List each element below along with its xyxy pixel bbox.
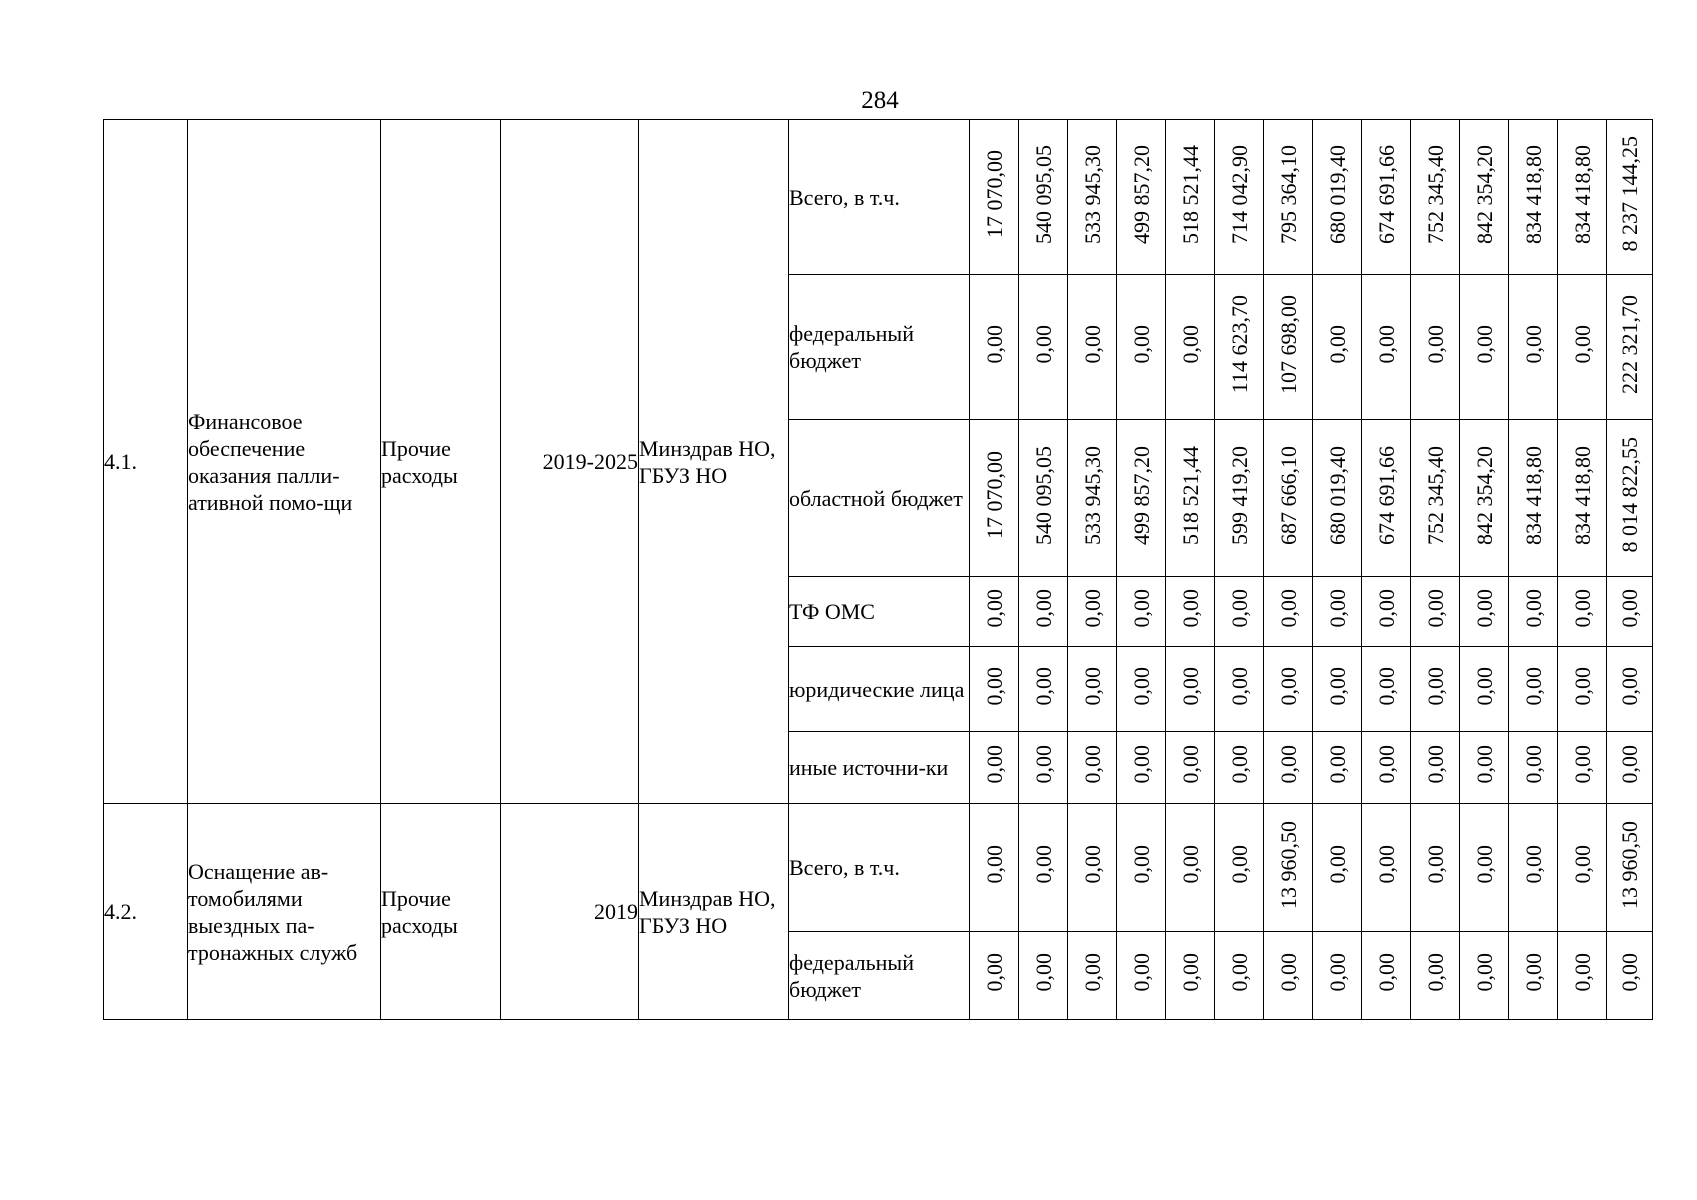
amount-cell bbox=[1362, 932, 1411, 1020]
amount-cell bbox=[1558, 732, 1607, 804]
table-body bbox=[104, 120, 1653, 1020]
amount-cell bbox=[1117, 275, 1166, 420]
amount-cell bbox=[1509, 420, 1558, 577]
amount-value: 0,00 bbox=[1569, 666, 1595, 706]
amount-value: 0,00 bbox=[1471, 953, 1497, 992]
amount-value: 0,00 bbox=[1079, 953, 1105, 992]
amount-value: 752 345,40 bbox=[1422, 445, 1448, 545]
amount-cell bbox=[1068, 732, 1117, 804]
amount-cell bbox=[1166, 120, 1215, 275]
amount-cell bbox=[1509, 732, 1558, 804]
amount-value: 0,00 bbox=[1422, 666, 1448, 706]
amount-value: 0,00 bbox=[1226, 953, 1252, 992]
amount-value: 599 419,20 bbox=[1226, 445, 1252, 545]
amount-value: 0,00 bbox=[1030, 845, 1056, 884]
amount-value: 0,00 bbox=[1471, 324, 1497, 364]
amount-cell bbox=[1215, 577, 1264, 647]
amount-cell bbox=[1313, 577, 1362, 647]
amount-value: 680 019,40 bbox=[1324, 445, 1350, 545]
amount-cell bbox=[1264, 120, 1313, 275]
amount-value: 0,00 bbox=[1324, 745, 1350, 784]
amount-cell bbox=[1411, 932, 1460, 1020]
amount-value: 0,00 bbox=[1373, 845, 1399, 884]
amount-value: 674 691,66 bbox=[1373, 144, 1399, 244]
amount-cell bbox=[1019, 804, 1068, 932]
executor: Минздрав НО, ГБУЗ НО bbox=[639, 804, 789, 1020]
item-name: Оснащение ав-томобилями выездных па-тронажных служб bbox=[188, 804, 381, 1020]
amount-value: 0,00 bbox=[1569, 845, 1595, 884]
amount-cell bbox=[1411, 420, 1460, 577]
amount-cell bbox=[1215, 647, 1264, 732]
amount-cell bbox=[1117, 120, 1166, 275]
amount-value: 0,00 bbox=[1373, 953, 1399, 992]
amount-cell bbox=[1117, 804, 1166, 932]
amount-cell bbox=[1362, 732, 1411, 804]
amount-cell bbox=[1607, 804, 1653, 932]
amount-cell bbox=[1460, 420, 1509, 577]
amount-value: 0,00 bbox=[1128, 953, 1154, 992]
amount-cell bbox=[1607, 932, 1653, 1020]
amount-cell bbox=[1117, 420, 1166, 577]
amount-value: 0,00 bbox=[1079, 589, 1105, 628]
amount-cell bbox=[1215, 420, 1264, 577]
amount-value: 17 070,00 bbox=[981, 150, 1007, 238]
amount-value: 0,00 bbox=[1373, 745, 1399, 784]
amount-cell bbox=[1362, 577, 1411, 647]
amount-cell bbox=[1362, 647, 1411, 732]
amount-value: 540 095,05 bbox=[1030, 144, 1056, 244]
item-name: Финансовое обеспечение оказания палли-ативной помо-щи bbox=[188, 120, 381, 804]
amount-value: 0,00 bbox=[1079, 324, 1105, 364]
amount-cell bbox=[1362, 275, 1411, 420]
amount-value: 0,00 bbox=[1128, 589, 1154, 628]
amount-cell bbox=[1362, 420, 1411, 577]
amount-cell bbox=[1019, 577, 1068, 647]
amount-cell bbox=[1215, 804, 1264, 932]
amount-value: 0,00 bbox=[1275, 745, 1301, 784]
amount-cell bbox=[1607, 647, 1653, 732]
amount-value: 674 691,66 bbox=[1373, 445, 1399, 545]
amount-cell bbox=[970, 647, 1019, 732]
amount-value: 0,00 bbox=[1422, 324, 1448, 364]
amount-cell bbox=[1509, 120, 1558, 275]
amount-value: 0,00 bbox=[1617, 589, 1642, 628]
amount-cell bbox=[970, 577, 1019, 647]
amount-value: 540 095,05 bbox=[1030, 445, 1056, 545]
amount-cell bbox=[1607, 420, 1653, 577]
amount-cell bbox=[1019, 732, 1068, 804]
amount-cell bbox=[1166, 804, 1215, 932]
amount-cell bbox=[1509, 275, 1558, 420]
amount-cell bbox=[1411, 275, 1460, 420]
expense-type: Прочие расходы bbox=[381, 120, 501, 804]
amount-value: 0,00 bbox=[1324, 666, 1350, 706]
amount-value: 0,00 bbox=[1177, 589, 1203, 628]
amount-value: 0,00 bbox=[1177, 745, 1203, 784]
amount-value: 0,00 bbox=[1617, 666, 1642, 706]
amount-cell bbox=[1068, 275, 1117, 420]
amount-value: 0,00 bbox=[1569, 324, 1595, 364]
amount-value: 0,00 bbox=[1373, 666, 1399, 706]
funding-source-label: Всего, в т.ч. bbox=[789, 120, 970, 275]
amount-cell bbox=[1558, 120, 1607, 275]
amount-value: 0,00 bbox=[1128, 845, 1154, 884]
amount-cell bbox=[1313, 732, 1362, 804]
amount-cell bbox=[1558, 420, 1607, 577]
amount-cell bbox=[1068, 577, 1117, 647]
amount-cell bbox=[1411, 732, 1460, 804]
amount-cell bbox=[1509, 932, 1558, 1020]
amount-value: 0,00 bbox=[1030, 589, 1056, 628]
amount-value: 842 354,20 bbox=[1471, 144, 1497, 244]
amount-cell bbox=[1166, 420, 1215, 577]
amount-value: 0,00 bbox=[1520, 953, 1546, 992]
amount-cell bbox=[1558, 577, 1607, 647]
amount-cell bbox=[1215, 932, 1264, 1020]
amount-value: 8 237 144,25 bbox=[1617, 136, 1642, 252]
amount-cell bbox=[1068, 120, 1117, 275]
amount-value: 714 042,90 bbox=[1226, 144, 1252, 244]
amount-value: 834 418,80 bbox=[1520, 445, 1546, 545]
amount-value: 680 019,40 bbox=[1324, 144, 1350, 244]
amount-value: 0,00 bbox=[1520, 666, 1546, 706]
amount-value: 0,00 bbox=[1275, 953, 1301, 992]
amount-value: 0,00 bbox=[1569, 953, 1595, 992]
amount-cell bbox=[1019, 932, 1068, 1020]
amount-value: 0,00 bbox=[1030, 666, 1056, 706]
amount-cell bbox=[1313, 932, 1362, 1020]
amount-cell bbox=[1313, 120, 1362, 275]
amount-value: 842 354,20 bbox=[1471, 445, 1497, 545]
amount-value: 222 321,70 bbox=[1617, 294, 1642, 394]
expense-type: Прочие расходы bbox=[381, 804, 501, 1020]
amount-value: 0,00 bbox=[1569, 745, 1595, 784]
implementation-period: 2019 bbox=[501, 804, 639, 1020]
funding-source-label: областной бюджет bbox=[789, 420, 970, 577]
amount-cell bbox=[1019, 647, 1068, 732]
amount-cell bbox=[1264, 932, 1313, 1020]
funding-source-label: Всего, в т.ч. bbox=[789, 804, 970, 932]
item-number: 4.1. bbox=[104, 120, 188, 804]
funding-source-label: юридические лица bbox=[789, 647, 970, 732]
amount-value: 0,00 bbox=[1324, 589, 1350, 628]
amount-value: 533 945,30 bbox=[1079, 144, 1105, 244]
amount-cell bbox=[1362, 804, 1411, 932]
amount-cell bbox=[1264, 732, 1313, 804]
amount-value: 0,00 bbox=[1422, 953, 1448, 992]
amount-value: 0,00 bbox=[981, 666, 1007, 706]
amount-value: 0,00 bbox=[1471, 745, 1497, 784]
amount-value: 0,00 bbox=[981, 845, 1007, 884]
amount-value: 0,00 bbox=[1324, 953, 1350, 992]
amount-cell bbox=[1509, 804, 1558, 932]
amount-cell bbox=[1460, 804, 1509, 932]
amount-value: 0,00 bbox=[981, 589, 1007, 628]
amount-cell bbox=[1166, 647, 1215, 732]
amount-value: 0,00 bbox=[1373, 589, 1399, 628]
amount-value: 0,00 bbox=[1226, 666, 1252, 706]
amount-cell bbox=[1019, 120, 1068, 275]
amount-cell bbox=[1166, 275, 1215, 420]
amount-value: 0,00 bbox=[981, 745, 1007, 784]
amount-value: 499 857,20 bbox=[1128, 445, 1154, 545]
amount-value: 17 070,00 bbox=[981, 451, 1007, 539]
amount-value: 687 666,10 bbox=[1275, 445, 1301, 545]
financing-table bbox=[103, 119, 1653, 1020]
funding-source-label: федеральный бюджет bbox=[789, 275, 970, 420]
amount-cell bbox=[1068, 932, 1117, 1020]
amount-cell bbox=[1460, 577, 1509, 647]
amount-cell bbox=[970, 804, 1019, 932]
amount-value: 114 623,70 bbox=[1226, 294, 1252, 394]
amount-value: 0,00 bbox=[1520, 745, 1546, 784]
amount-cell bbox=[1460, 647, 1509, 732]
amount-value: 0,00 bbox=[1226, 589, 1252, 628]
amount-value: 0,00 bbox=[1422, 845, 1448, 884]
amount-value: 0,00 bbox=[1226, 845, 1252, 884]
amount-value: 0,00 bbox=[1226, 745, 1252, 784]
amount-value: 499 857,20 bbox=[1128, 144, 1154, 244]
implementation-period: 2019-2025 bbox=[501, 120, 639, 804]
amount-cell bbox=[1460, 275, 1509, 420]
amount-value: 0,00 bbox=[1324, 324, 1350, 364]
funding-source-label: иные источни-ки bbox=[789, 732, 970, 804]
table-row bbox=[104, 120, 1653, 275]
amount-value: 0,00 bbox=[1275, 589, 1301, 628]
amount-value: 8 014 822,55 bbox=[1617, 437, 1642, 553]
amount-value: 0,00 bbox=[1373, 324, 1399, 364]
amount-cell bbox=[1313, 275, 1362, 420]
amount-cell bbox=[1264, 804, 1313, 932]
amount-cell bbox=[1607, 732, 1653, 804]
amount-cell bbox=[1313, 804, 1362, 932]
amount-value: 0,00 bbox=[1520, 324, 1546, 364]
amount-cell bbox=[1411, 804, 1460, 932]
amount-cell bbox=[1215, 732, 1264, 804]
amount-value: 834 418,80 bbox=[1569, 144, 1595, 244]
amount-cell bbox=[1411, 577, 1460, 647]
amount-value: 0,00 bbox=[1177, 845, 1203, 884]
amount-value: 0,00 bbox=[1520, 845, 1546, 884]
amount-cell bbox=[1264, 275, 1313, 420]
amount-cell bbox=[1411, 647, 1460, 732]
amount-value: 0,00 bbox=[1128, 324, 1154, 364]
amount-cell bbox=[1215, 275, 1264, 420]
amount-value: 0,00 bbox=[1422, 745, 1448, 784]
amount-value: 0,00 bbox=[1471, 666, 1497, 706]
amount-value: 0,00 bbox=[1177, 666, 1203, 706]
page-number: 284 bbox=[861, 87, 899, 114]
amount-cell bbox=[1117, 647, 1166, 732]
amount-value: 0,00 bbox=[1128, 745, 1154, 784]
amount-value: 0,00 bbox=[981, 953, 1007, 992]
amount-value: 834 418,80 bbox=[1520, 144, 1546, 244]
amount-cell bbox=[1068, 420, 1117, 577]
amount-cell bbox=[1460, 932, 1509, 1020]
amount-cell bbox=[1313, 647, 1362, 732]
amount-value: 0,00 bbox=[1128, 666, 1154, 706]
amount-cell bbox=[1019, 275, 1068, 420]
amount-value: 0,00 bbox=[1569, 589, 1595, 628]
amount-cell bbox=[1264, 420, 1313, 577]
executor: Минздрав НО, ГБУЗ НО bbox=[639, 120, 789, 804]
amount-value: 518 521,44 bbox=[1177, 144, 1203, 244]
amount-cell bbox=[1166, 577, 1215, 647]
amount-cell bbox=[1264, 647, 1313, 732]
amount-cell bbox=[970, 420, 1019, 577]
amount-value: 0,00 bbox=[1324, 845, 1350, 884]
amount-value: 533 945,30 bbox=[1079, 445, 1105, 545]
amount-value: 0,00 bbox=[1079, 745, 1105, 784]
amount-cell bbox=[970, 932, 1019, 1020]
amount-cell bbox=[1607, 577, 1653, 647]
amount-cell bbox=[1117, 732, 1166, 804]
amount-cell bbox=[1558, 932, 1607, 1020]
amount-cell bbox=[1313, 420, 1362, 577]
table-row bbox=[104, 804, 1653, 932]
amount-cell bbox=[1166, 732, 1215, 804]
amount-cell bbox=[1558, 647, 1607, 732]
amount-cell bbox=[1607, 275, 1653, 420]
amount-cell bbox=[1166, 932, 1215, 1020]
amount-cell bbox=[1117, 577, 1166, 647]
item-number: 4.2. bbox=[104, 804, 188, 1020]
amount-cell bbox=[1068, 647, 1117, 732]
amount-cell bbox=[970, 275, 1019, 420]
amount-cell bbox=[1215, 120, 1264, 275]
amount-cell bbox=[1460, 732, 1509, 804]
funding-source-label: ТФ ОМС bbox=[789, 577, 970, 647]
amount-value: 13 960,50 bbox=[1275, 820, 1301, 909]
amount-cell bbox=[1558, 275, 1607, 420]
amount-value: 0,00 bbox=[1079, 845, 1105, 884]
amount-value: 0,00 bbox=[1617, 953, 1642, 992]
amount-cell bbox=[1019, 420, 1068, 577]
amount-value: 752 345,40 bbox=[1422, 144, 1448, 244]
amount-cell bbox=[1264, 577, 1313, 647]
amount-cell bbox=[970, 120, 1019, 275]
amount-cell bbox=[1607, 120, 1653, 275]
amount-cell bbox=[1509, 577, 1558, 647]
amount-value: 0,00 bbox=[1617, 745, 1642, 784]
amount-value: 834 418,80 bbox=[1569, 445, 1595, 545]
amount-cell bbox=[1460, 120, 1509, 275]
funding-source-label: федеральный бюджет bbox=[789, 932, 970, 1020]
amount-value: 0,00 bbox=[981, 324, 1007, 364]
amount-value: 0,00 bbox=[1030, 745, 1056, 784]
amount-value: 0,00 bbox=[1471, 589, 1497, 628]
amount-value: 0,00 bbox=[1030, 953, 1056, 992]
amount-value: 518 521,44 bbox=[1177, 445, 1203, 545]
amount-value: 795 364,10 bbox=[1275, 144, 1301, 244]
amount-value: 107 698,00 bbox=[1275, 294, 1301, 394]
amount-cell bbox=[1509, 647, 1558, 732]
amount-cell bbox=[1362, 120, 1411, 275]
amount-value: 0,00 bbox=[1079, 666, 1105, 706]
amount-value: 0,00 bbox=[1422, 589, 1448, 628]
amount-cell bbox=[1558, 804, 1607, 932]
amount-value: 0,00 bbox=[1275, 666, 1301, 706]
amount-cell bbox=[970, 732, 1019, 804]
amount-value: 13 960,50 bbox=[1617, 820, 1642, 909]
amount-value: 0,00 bbox=[1177, 324, 1203, 364]
amount-value: 0,00 bbox=[1471, 845, 1497, 884]
amount-cell bbox=[1068, 804, 1117, 932]
amount-cell bbox=[1411, 120, 1460, 275]
amount-value: 0,00 bbox=[1520, 589, 1546, 628]
amount-value: 0,00 bbox=[1030, 324, 1056, 364]
amount-value: 0,00 bbox=[1177, 953, 1203, 992]
amount-cell bbox=[1117, 932, 1166, 1020]
